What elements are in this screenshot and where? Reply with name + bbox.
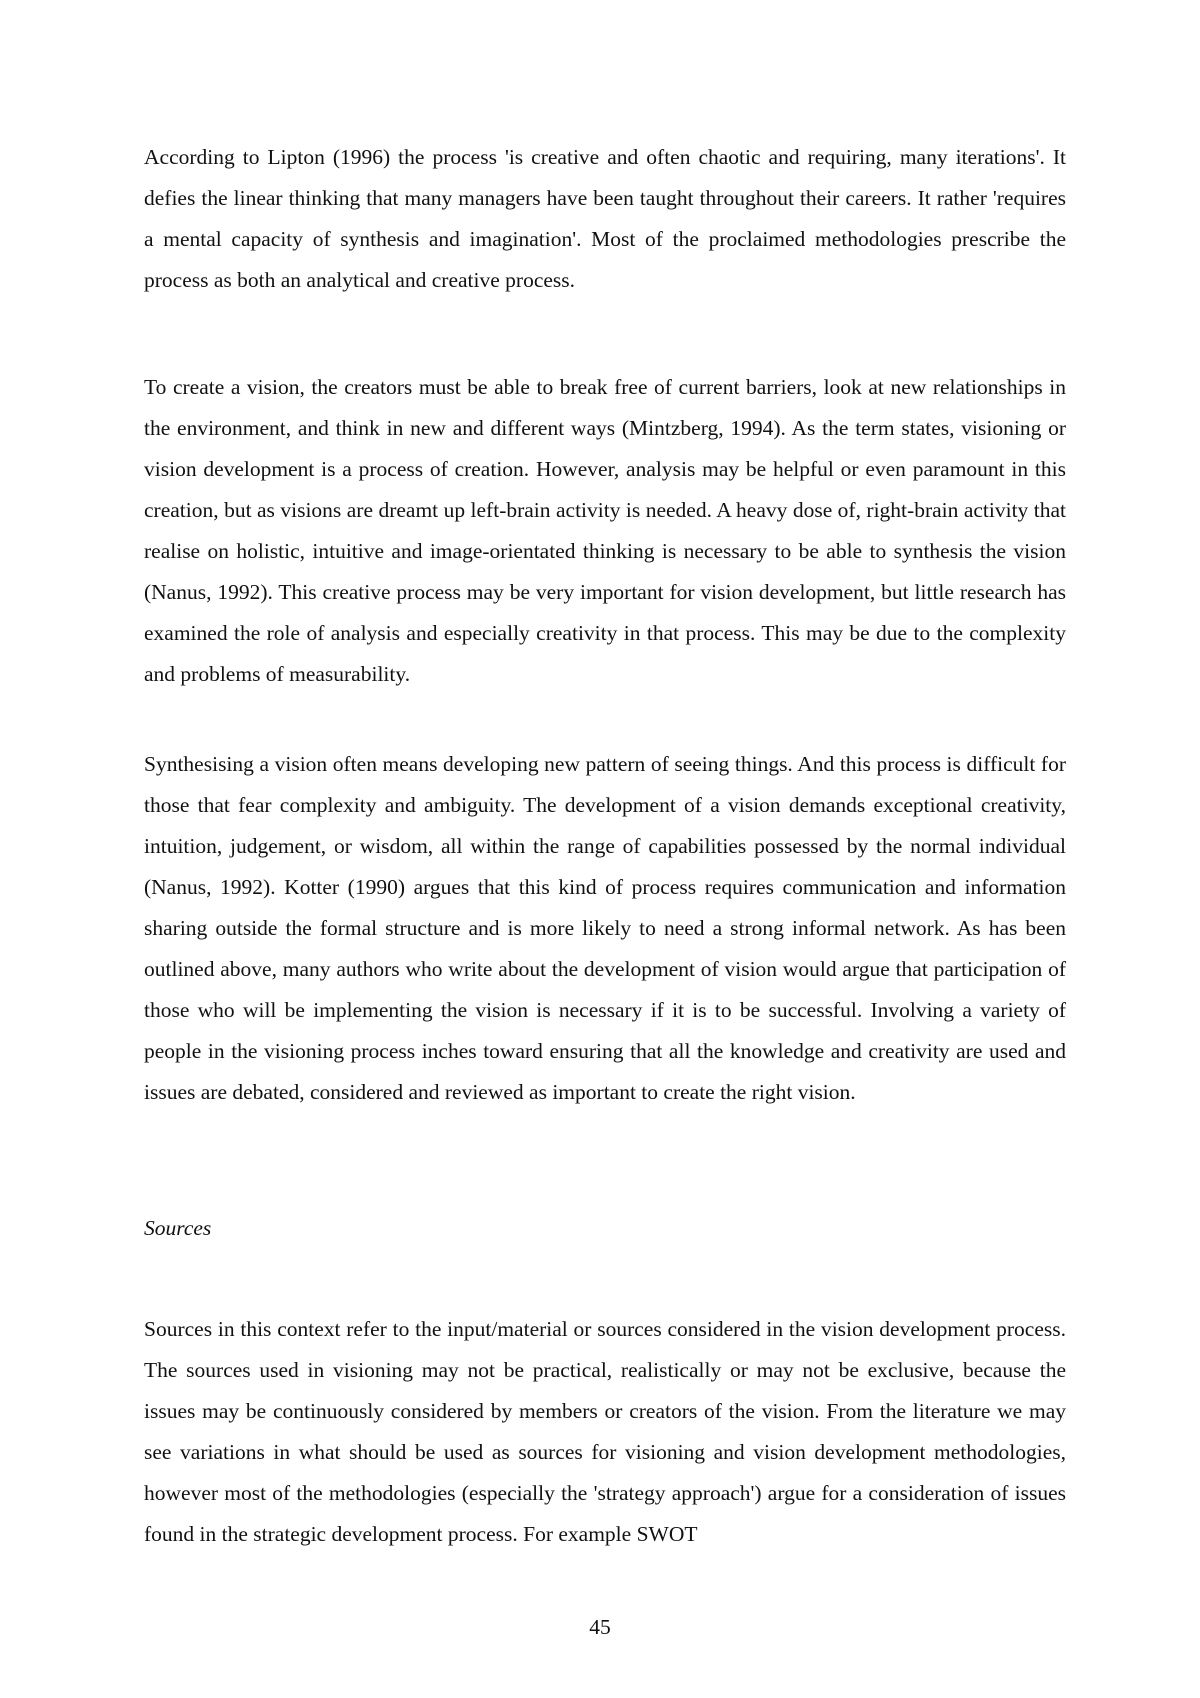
paragraph-sources: Sources in this context refer to the input/material or sources considered in the vision development process. The sources used in visioning may not be practical, realistically or may not be exclusive, because the issues may be continuously considered by members or creators of the vision. From the literature we may see variations in what should be used as sources for visioning and vision development methodologies, however most of the methodologies (especially the 'strategy approach') argue for a consideration of issues found in the strategic development process. For example SWOT — [144, 1317, 1066, 1546]
section-heading-sources: Sources — [144, 1216, 212, 1240]
paragraph-create-vision: To create a vision, the creators must be able to break free of current barriers, look at new relationships in the environment, and think in new and different ways (Mintzberg, 1994). As the term states, visioning or vision development is a process of creation. However, analysis may be helpful or even paramount in this creation, but as visions are dreamt up left-brain activity is needed. A heavy dose of, right-brain activity that realise on holistic, intuitive and image-orientated thinking is necessary to be able to synthesis the vision (Nanus, 1992). This creative process may be very important for vision development, but little research has examined the role of analysis and especially creativity in that process. This may be due to the complexity and problems of measurability. — [144, 375, 1066, 686]
paragraph-lipton-process: According to Lipton (1996) the process 'is creative and often chaotic and requiring, many iterations'. It defies the linear thinking that many managers have been taught throughout their careers. It rather 'requires a mental capacity of synthesis and imagination'. Most of the proclaimed methodologies prescribe the process as both an analytical and creative process. — [144, 145, 1066, 292]
paragraph-synthesising-vision: Synthesising a vision often means developing new pattern of seeing things. And this process is difficult for those that fear complexity and ambiguity. The development of a vision demands exceptional creativity, intuition, judgement, or wisdom, all within the range of capabilities possessed by the normal individual (Nanus, 1992). Kotter (1990) argues that this kind of process requires communication and information sharing outside the formal structure and is more likely to need a strong informal network. As has been outlined above, many authors who write about the development of vision would argue that participation of those who will be implementing the vision is necessary if it is to be successful. Involving a variety of people in the visioning process inches toward ensuring that all the knowledge and creativity are used and issues are debated, considered and reviewed as important to create the right vision. — [144, 752, 1066, 1104]
page-number: 45 — [589, 1615, 611, 1639]
